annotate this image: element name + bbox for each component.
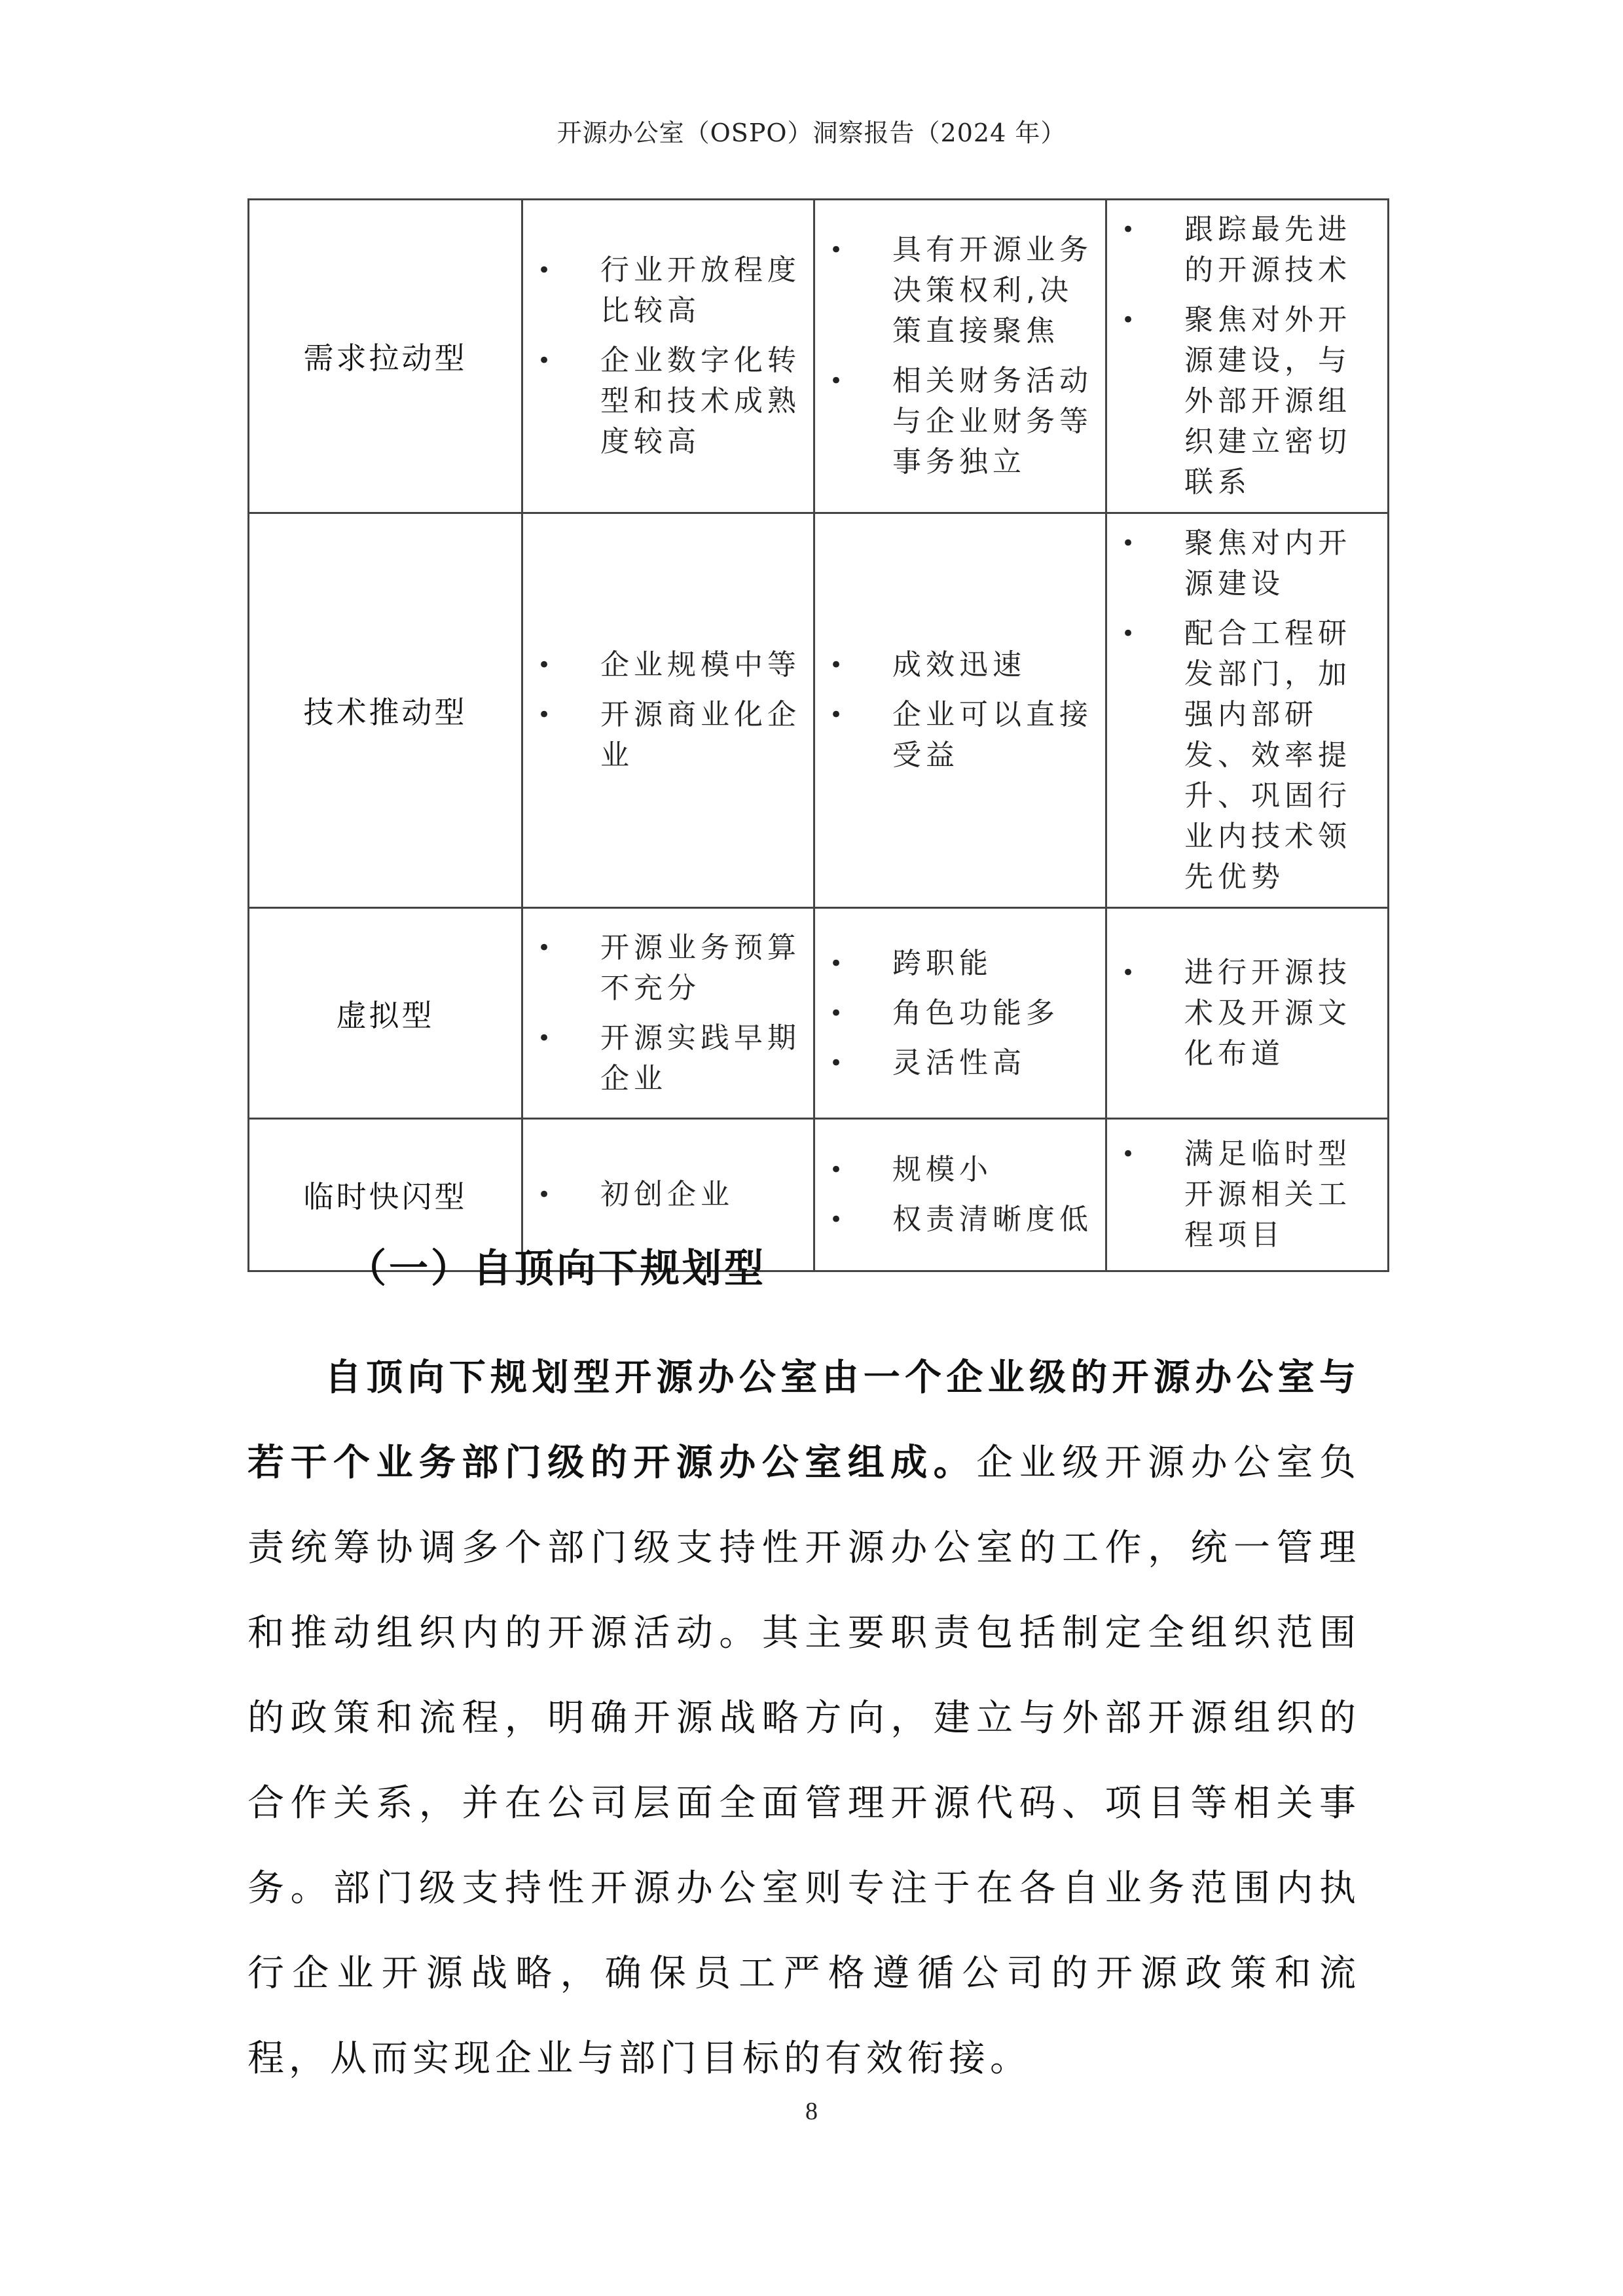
bullet-list xyxy=(815,1150,1105,1240)
list-item-text: 初创企业 xyxy=(600,1178,734,1211)
bullet-icon: • xyxy=(538,1025,556,1051)
list-item xyxy=(1107,613,1376,898)
list-item-text: 满足临时型开源相关工程项目 xyxy=(1184,1137,1351,1252)
bullet-icon: • xyxy=(538,1182,556,1208)
list-item-text: 相关财务活动与企业财务等事务独立 xyxy=(892,364,1093,479)
section-body-paragraph xyxy=(247,1336,1360,2102)
bullet-list xyxy=(815,230,1105,483)
bullet-icon: • xyxy=(830,652,848,678)
row-type-label: 虚拟型 xyxy=(249,908,522,1119)
list-item xyxy=(815,943,1093,984)
list-item-text: 权责清晰度低 xyxy=(892,1203,1093,1236)
table-cell-col2 xyxy=(814,1119,1106,1271)
bullet-icon: • xyxy=(830,237,848,263)
list-item-text: 配合工程研发部门，加强内部研发、效率提升、巩固行业内技术领先优势 xyxy=(1184,617,1351,894)
table-cell-col3 xyxy=(1106,1119,1389,1271)
table-cell-col1 xyxy=(522,513,814,908)
bullet-list xyxy=(1107,210,1387,503)
bullet-list xyxy=(523,928,813,1099)
list-item-text: 具有开源业务决策权利,决策直接聚焦 xyxy=(892,233,1093,348)
page-header-title: 开源办公室（OSPO）洞察报告（2024 年） xyxy=(556,118,1067,147)
list-item-text: 进行开源技术及开源文化布道 xyxy=(1184,955,1351,1070)
section-lead-sentence: 自顶向下规划型开源办公室由一个企业级的开源办公室与若干个业务部门级的开源办公室组成。 xyxy=(247,1357,1360,1484)
list-item-text: 企业规模中等 xyxy=(600,648,801,682)
section-body-text: 企业级开源办公室负责统筹协调多个部门级支持性开源办公室的工作，统一管理和推动组织内的开源活动。其主要职责包括制定全组织范围的政策和流程，明确开源战略方向，建立与外部开源组织的合作关系，并在公司层面全面管理开源代码、项目等相关事务。部门级支持性开源办公室则专注于在各自业务范围内执行企业开源战略，确保员工严格遵循公司的开源政策和流程，从而实现企业与部门目标的有效衔接。 xyxy=(247,1442,1361,2080)
bullet-list xyxy=(523,250,813,462)
bullet-icon: • xyxy=(830,1049,848,1076)
section-heading: （一）自顶向下规划型 xyxy=(347,1246,766,1292)
bullet-list xyxy=(523,645,813,776)
row-type-label: 技术推动型 xyxy=(249,513,522,908)
table-row xyxy=(249,200,1389,513)
bullet-icon: • xyxy=(1122,530,1140,556)
table-cell-col3 xyxy=(1106,200,1389,513)
bullet-list xyxy=(1107,1134,1387,1256)
list-item xyxy=(1107,953,1376,1074)
table-cell-col2 xyxy=(814,908,1106,1119)
list-item xyxy=(815,1199,1093,1240)
row-type-label: 临时快闪型 xyxy=(249,1119,522,1271)
list-item xyxy=(1107,300,1376,503)
bullet-icon: • xyxy=(538,934,556,961)
bullet-icon: • xyxy=(538,257,556,283)
list-item xyxy=(1107,523,1376,604)
list-item xyxy=(815,645,1093,685)
list-item-text: 角色功能多 xyxy=(892,996,1059,1030)
list-item xyxy=(815,695,1093,776)
list-item xyxy=(523,1175,801,1215)
table-cell-col3 xyxy=(1106,908,1389,1119)
bullet-icon: • xyxy=(538,348,556,374)
bullet-icon: • xyxy=(1122,1141,1140,1167)
list-item xyxy=(1107,210,1376,291)
bullet-list xyxy=(815,943,1105,1084)
list-item-text: 企业数字化转型和技术成熟度较高 xyxy=(600,344,801,458)
list-item-text: 成效迅速 xyxy=(892,648,1026,682)
list-item xyxy=(815,1043,1093,1084)
bullet-icon: • xyxy=(1122,307,1140,333)
bullet-list xyxy=(1107,953,1387,1074)
page-number: 8 xyxy=(805,2098,818,2125)
bullet-icon: • xyxy=(830,1000,848,1027)
list-item xyxy=(523,645,801,685)
bullet-list xyxy=(815,645,1105,776)
bullet-list xyxy=(523,1175,813,1215)
bullet-icon: • xyxy=(1122,959,1140,986)
list-item-text: 企业可以直接受益 xyxy=(892,698,1093,772)
list-item xyxy=(523,340,801,462)
bullet-icon: • xyxy=(1122,621,1140,647)
bullet-icon: • xyxy=(830,1207,848,1233)
table-cell-col3 xyxy=(1106,513,1389,908)
bullet-icon: • xyxy=(830,702,848,728)
bullet-icon: • xyxy=(830,368,848,394)
list-item-text: 跟踪最先进的开源技术 xyxy=(1184,213,1351,287)
bullet-list xyxy=(1107,523,1387,898)
list-item xyxy=(815,1150,1093,1190)
list-item-text: 聚焦对外开源建设，与外部开源组织建立密切联系 xyxy=(1184,303,1351,499)
list-item-text: 跨职能 xyxy=(892,946,993,980)
list-item xyxy=(523,1018,801,1099)
table-cell-col2 xyxy=(814,513,1106,908)
list-item-text: 行业开放程度比较高 xyxy=(600,253,801,327)
list-item xyxy=(523,928,801,1009)
list-item xyxy=(523,695,801,776)
list-item-text: 灵活性高 xyxy=(892,1046,1026,1080)
list-item xyxy=(1107,1134,1376,1256)
list-item-text: 开源实践早期企业 xyxy=(600,1021,801,1095)
bullet-icon: • xyxy=(1122,217,1140,243)
table-row xyxy=(249,513,1389,908)
list-item xyxy=(815,361,1093,483)
table-cell-col1 xyxy=(522,200,814,513)
list-item xyxy=(815,230,1093,352)
bullet-icon: • xyxy=(830,950,848,977)
table-cell-col2 xyxy=(814,200,1106,513)
list-item-text: 聚焦对内开源建设 xyxy=(1184,526,1351,600)
list-item-text: 规模小 xyxy=(892,1153,993,1186)
bullet-icon: • xyxy=(538,702,556,728)
table-cell-col1 xyxy=(522,908,814,1119)
ospo-type-table xyxy=(247,198,1389,1272)
list-item xyxy=(523,250,801,331)
list-item-text: 开源商业化企业 xyxy=(600,698,801,772)
table-row xyxy=(249,908,1389,1119)
row-type-label: 需求拉动型 xyxy=(249,200,522,513)
bullet-icon: • xyxy=(830,1157,848,1183)
bullet-icon: • xyxy=(538,652,556,678)
list-item xyxy=(815,993,1093,1034)
list-item-text: 开源业务预算不充分 xyxy=(600,930,801,1005)
